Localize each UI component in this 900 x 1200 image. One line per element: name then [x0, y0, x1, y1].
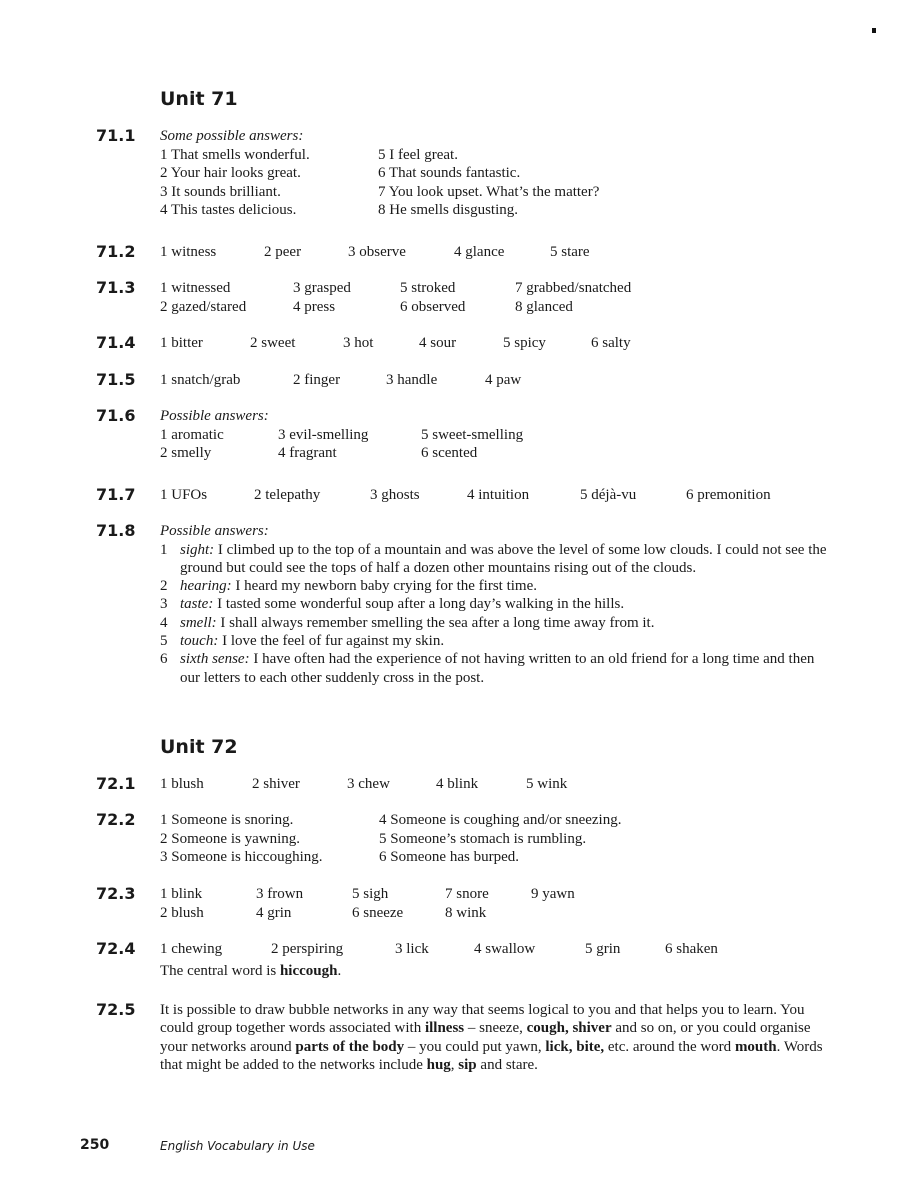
answer: 1 witness: [160, 244, 217, 260]
exercise-number: 71.4: [96, 333, 136, 352]
answer: 3 evil-smelling: [278, 426, 369, 443]
intro-text: Possible answers:: [160, 408, 269, 424]
answer: 3 observe: [348, 244, 406, 260]
exercise-number: 71.6: [96, 406, 136, 425]
answer: 6 Someone has burped.: [379, 849, 519, 865]
unit-71-title: Unit 71: [160, 88, 238, 110]
answer: 1 witnessed: [160, 280, 231, 296]
answer: 2 sweet: [250, 335, 296, 351]
answer: 2 telepathy: [254, 487, 321, 503]
answer: 6 shaken: [665, 941, 718, 957]
sense-label: hearing:: [180, 578, 232, 595]
answer: 5 spicy: [503, 335, 546, 351]
sense-label: sixth sense:: [180, 651, 250, 668]
answer: 4 swallow: [474, 941, 536, 957]
list-item: 2 hearing: I heard my newborn baby crying for the first time.: [160, 578, 537, 595]
answer: 8 glanced: [515, 298, 573, 315]
list-item: 5 touch: I love the feel of fur against my skin.: [160, 632, 445, 649]
answer: 4 intuition: [467, 487, 530, 503]
answer: 5 I feel great.: [378, 146, 458, 163]
sense-label: touch:: [180, 632, 219, 649]
exercise-number: 71.3: [96, 278, 136, 297]
answer: 5 stroked: [400, 280, 456, 296]
list-item: 1 sight: I climbed up to the top of a mountain and was above the level of some low clouds. I could not see the ground but could see the tops of half a dozen other mountains rising out of the clouds.: [160, 541, 827, 576]
answer: 6 scented: [421, 445, 478, 461]
answer: 8 He smells disgusting.: [378, 202, 519, 218]
answer: 1 aromatic: [160, 426, 224, 443]
answer: 2 perspiring: [271, 941, 344, 957]
central-word: hiccough: [279, 962, 338, 979]
answer: 3 hot: [343, 335, 374, 351]
answer-grid: [160, 811, 621, 867]
answer: 2 Someone is yawning.: [160, 830, 300, 847]
sense-label: smell:: [180, 614, 217, 631]
answer: 5 stare: [550, 244, 590, 260]
exercise-number: 72.1: [96, 774, 136, 793]
answer-paragraph: It is possible to draw bubble networks in any way that seems logical to you and that helps you to learn. You could group together words associated with illness – sneeze, cough, shiver and so on, or you could organise your networks around parts of the body – you could put yawn, lick, bite, etc. around the word mouth. Words that might be added to the networks include hug, sip and stare.: [160, 1002, 823, 1073]
answer: 3 ghosts: [370, 487, 420, 503]
answer: 2 finger: [293, 372, 341, 388]
intro-text: Some possible answers:: [160, 128, 304, 144]
answer: 9 yawn: [531, 886, 575, 902]
answer: 8 wink: [445, 904, 487, 921]
answer: 1 UFOs: [160, 487, 208, 503]
answer: 2 smelly: [160, 445, 212, 461]
exercise-number: 72.3: [96, 884, 136, 903]
answer: 2 blush: [160, 904, 204, 921]
exercise-number: 71.8: [96, 521, 136, 540]
answer: 5 Someone’s stomach is rumbling.: [379, 830, 587, 847]
sense-label: sight:: [180, 541, 215, 558]
exercise-number: 72.2: [96, 810, 136, 829]
answer: 4 Someone is coughing and/or sneezing.: [379, 812, 622, 828]
answer: 3 handle: [386, 372, 438, 388]
answer: 4 This tastes delicious.: [160, 202, 297, 218]
answer: 4 grin: [256, 904, 292, 921]
answer: 5 déjà-vu: [580, 487, 637, 503]
page-number: 250: [80, 1137, 110, 1153]
answer: 6 That sounds fantastic.: [378, 165, 521, 181]
intro-text: Possible answers:: [160, 523, 269, 539]
central-word-line: The central word is hiccough.: [160, 962, 342, 979]
answer: 3 frown: [256, 886, 304, 902]
answer: 5 wink: [526, 776, 568, 792]
exercise-number: 72.5: [96, 1000, 136, 1019]
exercise-number: 72.4: [96, 939, 136, 958]
exercise-number: 71.5: [96, 370, 136, 389]
answer: 7 snore: [445, 886, 489, 902]
answer: 6 observed: [400, 298, 466, 315]
list-item: 4 smell: I shall always remember smelling the sea after a long time away from it.: [160, 614, 655, 631]
answer-grid: [160, 146, 599, 220]
list-item: 6 sixth sense: I have often had the experience of not having written to an old friend for a long time and then our letters to each other suddenly cross in the post.: [160, 651, 815, 686]
answer: 3 grasped: [293, 280, 351, 296]
answer: 3 chew: [347, 776, 390, 792]
answer: 4 paw: [485, 372, 522, 388]
answer: 3 It sounds brilliant.: [160, 183, 281, 200]
answer: 6 sneeze: [352, 904, 404, 921]
answer: 6 salty: [591, 335, 631, 351]
exercise-number: 71.2: [96, 242, 136, 261]
answer: 7 grabbed/snatched: [515, 280, 632, 296]
list-item: 3 taste: I tasted some wonderful soup after a long day’s walking in the hills.: [160, 596, 625, 613]
sense-label: taste:: [180, 596, 214, 613]
answer: 7 You look upset. What’s the matter?: [378, 183, 600, 200]
answer: 3 lick: [395, 941, 429, 957]
answer: 1 bitter: [160, 335, 203, 351]
answer: 1 blink: [160, 886, 203, 902]
answer: 2 Your hair looks great.: [160, 165, 301, 181]
answer: 4 glance: [454, 244, 505, 260]
answer: 4 fragrant: [278, 445, 337, 461]
corner-mark: [872, 28, 876, 33]
answer: 3 Someone is hiccoughing.: [160, 849, 323, 865]
book-title: English Vocabulary in Use: [160, 1139, 315, 1153]
answer: 5 sweet-smelling: [421, 426, 524, 443]
answer: 1 Someone is snoring.: [160, 812, 294, 828]
answer: 5 grin: [585, 941, 621, 957]
answer: 2 shiver: [252, 776, 300, 792]
answer: 2 peer: [264, 244, 302, 260]
answer: 2 gazed/stared: [160, 298, 247, 315]
answer: 5 sigh: [352, 886, 389, 902]
answer: 1 blush: [160, 776, 204, 792]
answer: 6 premonition: [686, 487, 771, 503]
exercise-number: 71.7: [96, 485, 136, 504]
answer: 1 chewing: [160, 941, 223, 957]
answer: 4 sour: [419, 335, 457, 351]
answer: 4 press: [293, 298, 336, 315]
exercise-number: 71.1: [96, 126, 136, 145]
answer: 4 blink: [436, 776, 479, 792]
answer: 1 snatch/grab: [160, 372, 241, 388]
answer: 1 That smells wonderful.: [160, 146, 310, 163]
unit-72-title: Unit 72: [160, 736, 238, 758]
